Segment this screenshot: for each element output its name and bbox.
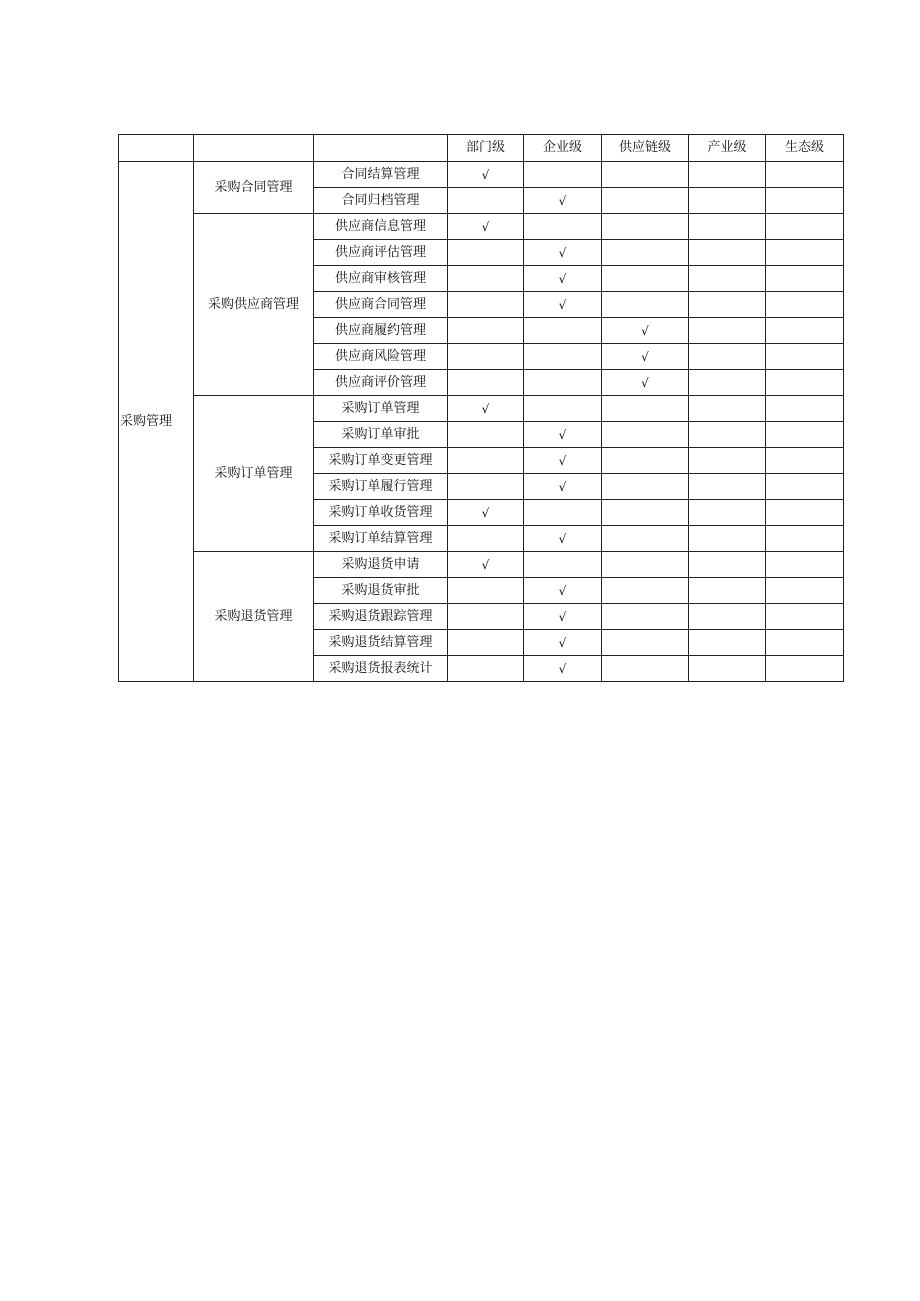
check-mark: √ — [481, 505, 490, 520]
level-cell — [602, 214, 689, 240]
header-blank-cell — [119, 135, 194, 162]
level-cell — [766, 344, 844, 370]
level-cell — [524, 396, 602, 422]
function-cell: 采购退货审批 — [314, 578, 448, 604]
check-mark: √ — [558, 635, 567, 650]
level-cell — [689, 292, 766, 318]
level-cell — [524, 448, 602, 474]
level-cell — [602, 500, 689, 526]
level-cell — [524, 422, 602, 448]
function-cell: 采购订单审批 — [314, 422, 448, 448]
table-row — [119, 214, 844, 240]
group-cell: 采购合同管理 — [194, 162, 314, 214]
level-cell — [689, 422, 766, 448]
level-cell — [766, 318, 844, 344]
level-cell — [766, 656, 844, 682]
level-cell — [448, 474, 524, 500]
header-level-department: 部门级 — [448, 135, 524, 162]
function-cell: 采购退货跟踪管理 — [314, 604, 448, 630]
level-cell — [602, 630, 689, 656]
level-cell — [689, 656, 766, 682]
level-cell — [689, 344, 766, 370]
function-cell: 供应商风险管理 — [314, 344, 448, 370]
level-cell — [766, 526, 844, 552]
level-cell — [689, 474, 766, 500]
level-cell — [448, 448, 524, 474]
level-cell — [524, 344, 602, 370]
level-cell — [524, 656, 602, 682]
check-mark: √ — [481, 219, 490, 234]
table-row — [119, 162, 844, 188]
function-cell: 供应商信息管理 — [314, 214, 448, 240]
check-mark: √ — [641, 349, 649, 364]
level-cell — [689, 526, 766, 552]
level-cell — [766, 474, 844, 500]
function-cell: 采购订单结算管理 — [314, 526, 448, 552]
level-cell — [524, 240, 602, 266]
level-cell — [689, 370, 766, 396]
level-cell — [689, 552, 766, 578]
level-cell — [448, 292, 524, 318]
level-cell — [602, 526, 689, 552]
level-cell — [448, 318, 524, 344]
function-cell: 供应商履约管理 — [314, 318, 448, 344]
capability-level-table — [118, 134, 844, 682]
level-cell — [448, 552, 524, 578]
check-mark: √ — [558, 609, 567, 624]
level-cell — [524, 552, 602, 578]
check-mark: √ — [481, 557, 490, 572]
level-cell — [766, 370, 844, 396]
level-cell — [524, 214, 602, 240]
level-cell — [689, 630, 766, 656]
level-cell — [448, 422, 524, 448]
function-cell: 采购退货申请 — [314, 552, 448, 578]
check-mark: √ — [558, 297, 567, 312]
level-cell — [602, 344, 689, 370]
table-row — [119, 396, 844, 422]
group-cell: 采购退货管理 — [194, 552, 314, 682]
level-cell — [766, 396, 844, 422]
header-blank-cell — [314, 135, 448, 162]
level-cell — [689, 448, 766, 474]
level-cell — [524, 292, 602, 318]
level-cell — [448, 578, 524, 604]
level-cell — [602, 240, 689, 266]
function-cell: 合同结算管理 — [314, 162, 448, 188]
check-mark: √ — [558, 661, 567, 676]
level-cell — [766, 500, 844, 526]
level-cell — [524, 188, 602, 214]
level-cell — [766, 630, 844, 656]
function-cell: 供应商评价管理 — [314, 370, 448, 396]
level-cell — [448, 266, 524, 292]
function-cell: 采购订单履行管理 — [314, 474, 448, 500]
level-cell — [602, 578, 689, 604]
level-cell — [602, 422, 689, 448]
level-cell — [766, 214, 844, 240]
check-mark: √ — [558, 453, 567, 468]
group-cell: 采购供应商管理 — [194, 214, 314, 396]
table-body — [119, 135, 844, 682]
level-cell — [448, 188, 524, 214]
table-row — [119, 552, 844, 578]
group-cell: 采购订单管理 — [194, 396, 314, 552]
level-cell — [766, 292, 844, 318]
level-cell — [524, 318, 602, 344]
level-cell — [524, 630, 602, 656]
level-cell — [448, 214, 524, 240]
level-cell — [448, 500, 524, 526]
level-cell — [448, 370, 524, 396]
level-cell — [766, 240, 844, 266]
level-cell — [602, 370, 689, 396]
header-level-enterprise: 企业级 — [524, 135, 602, 162]
level-cell — [766, 162, 844, 188]
level-cell — [689, 604, 766, 630]
level-cell — [448, 656, 524, 682]
module-cell: 采购管理 — [119, 162, 194, 682]
level-cell — [602, 474, 689, 500]
check-mark: √ — [641, 323, 649, 338]
check-mark: √ — [481, 401, 490, 416]
level-cell — [524, 266, 602, 292]
level-cell — [448, 604, 524, 630]
level-cell — [602, 318, 689, 344]
check-mark: √ — [558, 427, 567, 442]
level-cell — [448, 344, 524, 370]
check-mark: √ — [558, 193, 567, 208]
level-cell — [766, 422, 844, 448]
function-cell: 供应商合同管理 — [314, 292, 448, 318]
level-cell — [766, 448, 844, 474]
level-cell — [689, 188, 766, 214]
check-mark: √ — [558, 245, 567, 260]
function-cell: 供应商评估管理 — [314, 240, 448, 266]
function-cell: 合同归档管理 — [314, 188, 448, 214]
level-cell — [766, 552, 844, 578]
check-mark: √ — [481, 167, 490, 182]
level-cell — [448, 526, 524, 552]
check-mark: √ — [641, 375, 649, 390]
function-cell: 采购订单变更管理 — [314, 448, 448, 474]
level-cell — [602, 266, 689, 292]
level-cell — [689, 214, 766, 240]
header-row — [119, 135, 844, 162]
level-cell — [766, 604, 844, 630]
header-level-ecosystem: 生态级 — [766, 135, 844, 162]
function-cell: 供应商审核管理 — [314, 266, 448, 292]
level-cell — [602, 162, 689, 188]
level-cell — [766, 578, 844, 604]
level-cell — [766, 188, 844, 214]
level-cell — [524, 474, 602, 500]
function-cell: 采购订单收货管理 — [314, 500, 448, 526]
level-cell — [448, 240, 524, 266]
level-cell — [602, 396, 689, 422]
check-mark: √ — [558, 531, 567, 546]
level-cell — [448, 162, 524, 188]
level-cell — [602, 292, 689, 318]
header-level-industry: 产业级 — [689, 135, 766, 162]
level-cell — [689, 318, 766, 344]
level-cell — [524, 604, 602, 630]
level-cell — [689, 396, 766, 422]
level-cell — [689, 162, 766, 188]
header-blank-cell — [194, 135, 314, 162]
function-cell: 采购退货结算管理 — [314, 630, 448, 656]
level-cell — [524, 370, 602, 396]
level-cell — [689, 500, 766, 526]
level-cell — [602, 656, 689, 682]
function-cell: 采购订单管理 — [314, 396, 448, 422]
check-mark: √ — [558, 583, 567, 598]
level-cell — [689, 266, 766, 292]
level-cell — [448, 396, 524, 422]
check-mark: √ — [558, 479, 567, 494]
level-cell — [602, 552, 689, 578]
level-cell — [602, 188, 689, 214]
level-cell — [602, 448, 689, 474]
level-cell — [602, 604, 689, 630]
level-cell — [766, 266, 844, 292]
check-mark: √ — [558, 271, 567, 286]
level-cell — [689, 240, 766, 266]
level-cell — [448, 630, 524, 656]
level-cell — [524, 578, 602, 604]
function-cell: 采购退货报表统计 — [314, 656, 448, 682]
level-cell — [524, 526, 602, 552]
header-level-supply-chain: 供应链级 — [602, 135, 689, 162]
level-cell — [524, 162, 602, 188]
level-cell — [524, 500, 602, 526]
level-cell — [689, 578, 766, 604]
